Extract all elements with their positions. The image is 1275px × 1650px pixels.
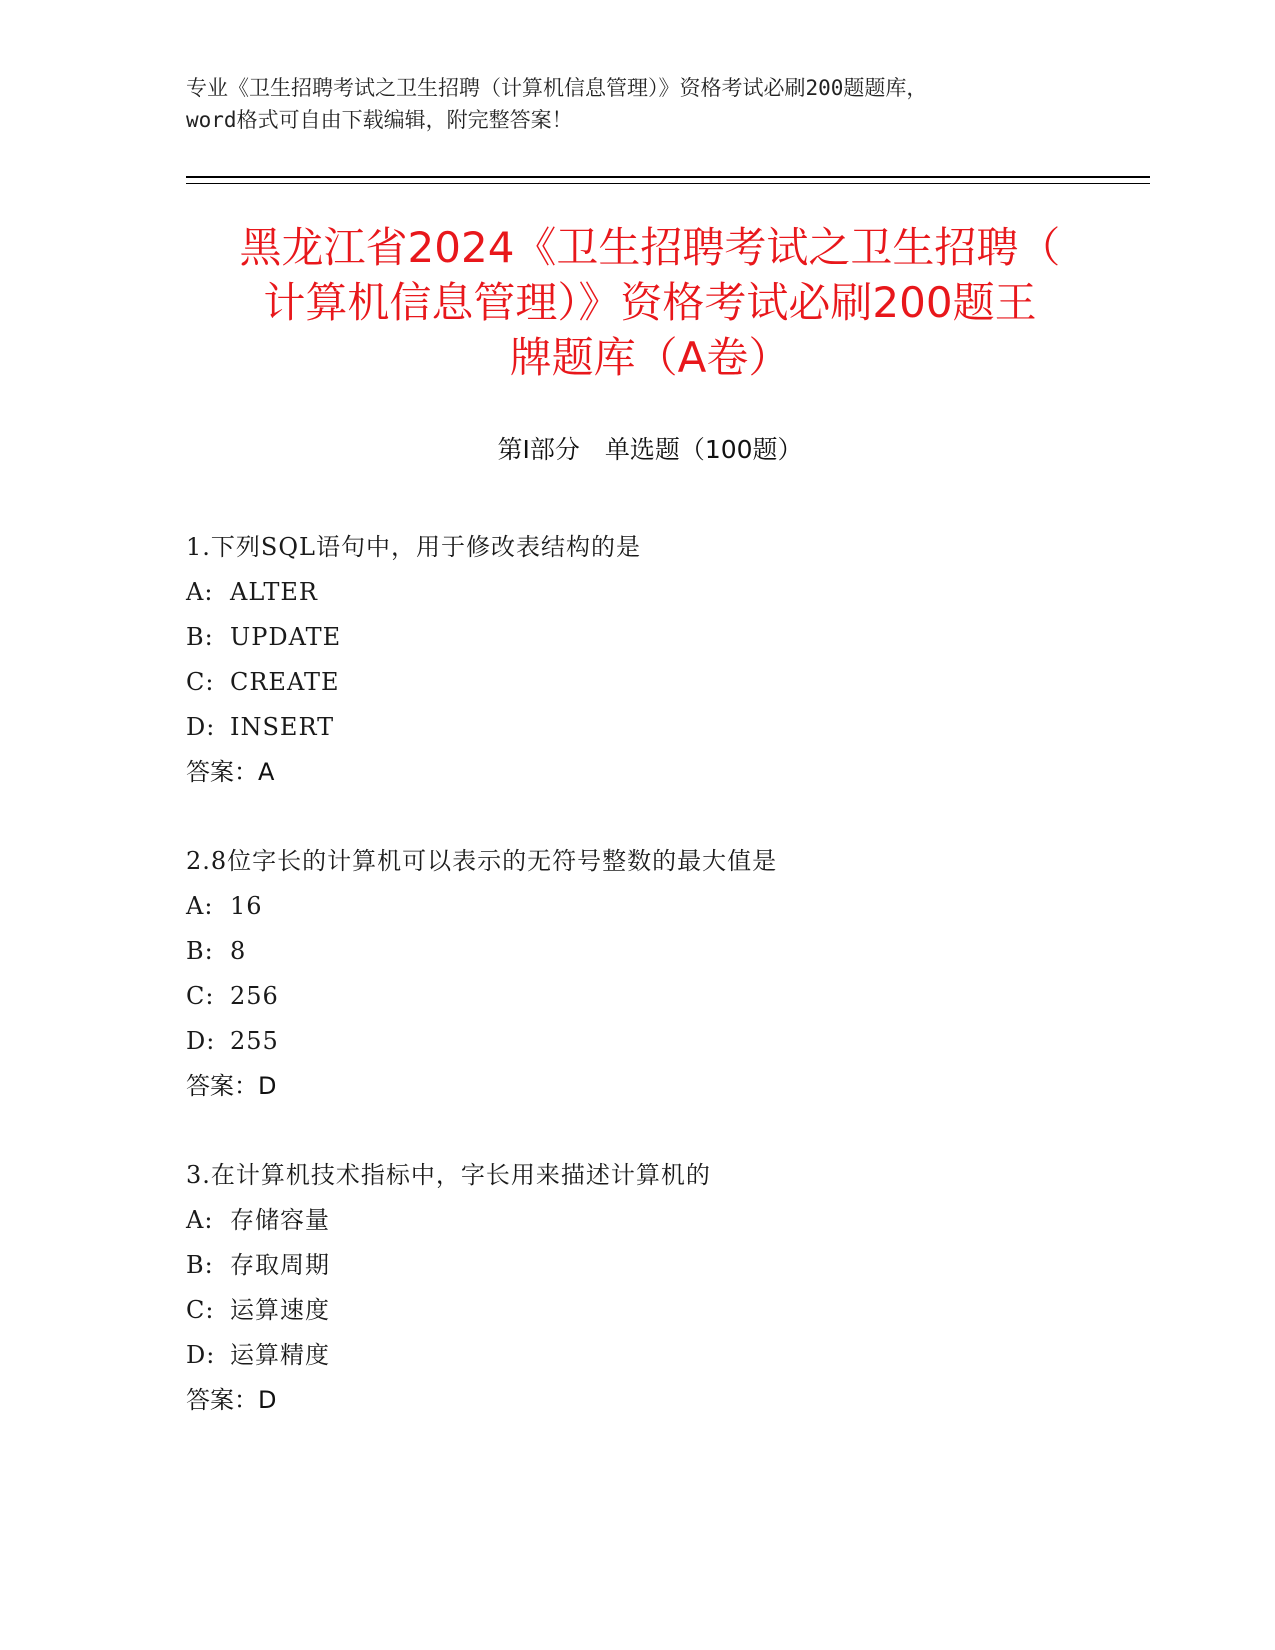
option-text: 存储容量 [230, 1206, 330, 1234]
option-letter: B: [186, 623, 214, 651]
option-letter: D: [186, 1027, 216, 1055]
option-text: 16 [230, 892, 263, 920]
option-text: 255 [230, 1027, 279, 1055]
header-note [186, 72, 1116, 136]
option-c [186, 1288, 1146, 1333]
question-stem: 3.在计算机技术指标中，字长用来描述计算机的 [186, 1161, 711, 1189]
option-text: UPDATE [230, 623, 342, 651]
document-title-line-1: 黑龙江省2024《卫生招聘考试之卫生招聘（ [239, 223, 1061, 272]
option-text: 运算速度 [230, 1296, 330, 1324]
option-d [186, 705, 1146, 750]
question-answer: 答案：D [186, 1386, 277, 1414]
option-a [186, 1198, 1146, 1243]
question-answer: 答案：A [186, 758, 275, 786]
option-text: 存取周期 [230, 1251, 330, 1279]
option-c [186, 660, 1146, 705]
option-text: 8 [230, 937, 247, 965]
option-d [186, 1333, 1146, 1378]
option-text: CREATE [230, 668, 340, 696]
question-1 [186, 525, 1146, 795]
question-list [186, 525, 1146, 1467]
question-answer: 答案：D [186, 1072, 277, 1100]
option-b [186, 929, 1146, 974]
header-note-line-1: 专业《卫生招聘考试之卫生招聘（计算机信息管理）》资格考试必刷200题题库， [186, 76, 928, 100]
option-d [186, 1019, 1146, 1064]
section-title: 第I部分 单选题（100题） [497, 435, 803, 464]
option-a [186, 884, 1146, 929]
option-letter: D: [186, 713, 216, 741]
option-letter: A: [186, 1206, 214, 1234]
option-letter: C: [186, 982, 215, 1010]
header-divider-thick [186, 176, 1150, 178]
question-stem: 2.8位字长的计算机可以表示的无符号整数的最大值是 [186, 847, 778, 875]
question-3 [186, 1153, 1146, 1423]
question-stem: 1.下列SQL语句中，用于修改表结构的是 [186, 533, 641, 561]
option-letter: B: [186, 937, 214, 965]
option-text: 运算精度 [230, 1341, 330, 1369]
option-letter: C: [186, 1296, 215, 1324]
document-title-line-3: 牌题库（A卷） [509, 333, 791, 382]
question-2 [186, 839, 1146, 1109]
document-title [150, 220, 1150, 385]
document-title-line-2: 计算机信息管理）》资格考试必刷200题王 [263, 278, 1037, 327]
option-text: ALTER [230, 578, 318, 606]
header-note-line-2: word格式可自由下载编辑，附完整答案！ [186, 108, 573, 132]
option-c [186, 974, 1146, 1019]
option-letter: A: [186, 892, 214, 920]
option-letter: B: [186, 1251, 214, 1279]
header-divider-thin [186, 183, 1150, 184]
option-b [186, 1243, 1146, 1288]
option-a [186, 570, 1146, 615]
option-text: INSERT [230, 713, 335, 741]
option-letter: A: [186, 578, 214, 606]
option-letter: C: [186, 668, 215, 696]
option-letter: D: [186, 1341, 216, 1369]
option-b [186, 615, 1146, 660]
option-text: 256 [230, 982, 279, 1010]
